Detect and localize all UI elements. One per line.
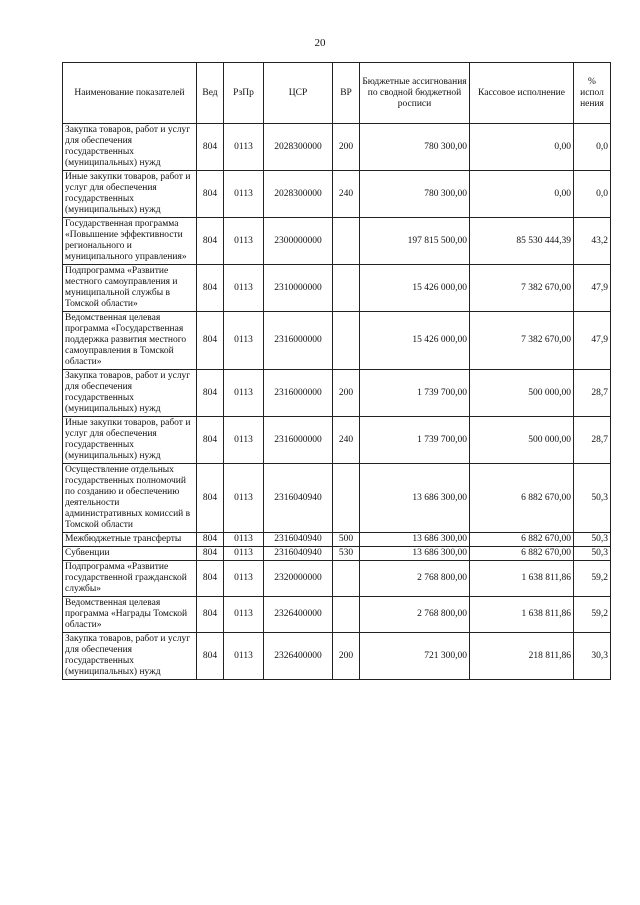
row-cash: 500 000,00 [470, 370, 574, 417]
header-vr: ВР [333, 63, 360, 124]
row-budget: 780 300,00 [360, 124, 470, 171]
table-row [63, 464, 611, 533]
row-csr: 2316040940 [264, 533, 333, 547]
row-csr: 2326400000 [264, 597, 333, 633]
row-csr: 2320000000 [264, 561, 333, 597]
header-pct: % испол нения [574, 63, 611, 124]
row-rzpr: 0113 [224, 370, 264, 417]
table-row [63, 124, 611, 171]
row-ved: 804 [197, 464, 224, 533]
row-pct: 50,3 [574, 533, 611, 547]
row-vr: 500 [333, 533, 360, 547]
row-pct: 47,9 [574, 265, 611, 312]
row-cash: 6 882 670,00 [470, 533, 574, 547]
row-ved: 804 [197, 171, 224, 218]
row-pct: 59,2 [574, 561, 611, 597]
row-rzpr: 0113 [224, 597, 264, 633]
row-csr: 2326400000 [264, 633, 333, 680]
row-budget: 2 768 800,00 [360, 561, 470, 597]
header-cash: Кассовое исполнение [470, 63, 574, 124]
row-rzpr: 0113 [224, 417, 264, 464]
row-vr: 200 [333, 370, 360, 417]
row-cash: 6 882 670,00 [470, 464, 574, 533]
row-cash: 7 382 670,00 [470, 312, 574, 370]
row-budget: 13 686 300,00 [360, 464, 470, 533]
row-pct: 50,3 [574, 464, 611, 533]
table-row [63, 597, 611, 633]
row-ved: 804 [197, 561, 224, 597]
table-row [63, 633, 611, 680]
row-vr [333, 597, 360, 633]
row-name: Закупка товаров, работ и услуг для обеспечения государственных (муниципальных) нужд [63, 370, 197, 417]
row-cash: 1 638 811,86 [470, 597, 574, 633]
row-csr: 2316040940 [264, 464, 333, 533]
row-vr [333, 464, 360, 533]
row-cash: 85 530 444,39 [470, 218, 574, 265]
table-row [63, 171, 611, 218]
row-vr [333, 265, 360, 312]
row-budget: 1 739 700,00 [360, 370, 470, 417]
table-row [63, 561, 611, 597]
table-row [63, 312, 611, 370]
row-ved: 804 [197, 218, 224, 265]
row-rzpr: 0113 [224, 218, 264, 265]
row-csr: 2316040940 [264, 547, 333, 561]
table-row [63, 370, 611, 417]
row-csr: 2300000000 [264, 218, 333, 265]
row-rzpr: 0113 [224, 464, 264, 533]
row-csr: 2316000000 [264, 417, 333, 464]
row-rzpr: 0113 [224, 533, 264, 547]
row-cash: 500 000,00 [470, 417, 574, 464]
row-cash: 218 811,86 [470, 633, 574, 680]
row-name: Подпрограмма «Развитие государственной гражданской службы» [63, 561, 197, 597]
page-number: 20 [314, 37, 326, 49]
header-ved: Вед [197, 63, 224, 124]
row-name: Субвенции [63, 547, 197, 561]
row-ved: 804 [197, 633, 224, 680]
row-name: Иные закупки товаров, работ и услуг для обеспечения государственных (муниципальных) нужд [63, 171, 197, 218]
row-rzpr: 0113 [224, 561, 264, 597]
row-rzpr: 0113 [224, 171, 264, 218]
row-budget: 13 686 300,00 [360, 547, 470, 561]
row-budget: 197 815 500,00 [360, 218, 470, 265]
row-budget: 721 300,00 [360, 633, 470, 680]
row-ved: 804 [197, 370, 224, 417]
row-csr: 2310000000 [264, 265, 333, 312]
row-rzpr: 0113 [224, 312, 264, 370]
row-vr: 240 [333, 171, 360, 218]
row-ved: 804 [197, 547, 224, 561]
row-vr [333, 218, 360, 265]
row-name: Осуществление отдельных государственных полномочий по созданию и обеспечению деятельности административных комиссий в Томской области [63, 464, 197, 533]
row-pct: 59,2 [574, 597, 611, 633]
row-budget: 13 686 300,00 [360, 533, 470, 547]
row-vr: 240 [333, 417, 360, 464]
row-name: Подпрограмма «Развитие местного самоуправления и муниципальной службы в Томской области» [63, 265, 197, 312]
budget-execution-table [62, 62, 611, 680]
table-row [63, 547, 611, 561]
row-vr: 530 [333, 547, 360, 561]
row-vr [333, 312, 360, 370]
table-row [63, 265, 611, 312]
row-budget: 1 739 700,00 [360, 417, 470, 464]
row-pct: 28,7 [574, 370, 611, 417]
row-cash: 1 638 811,86 [470, 561, 574, 597]
row-pct: 47,9 [574, 312, 611, 370]
row-rzpr: 0113 [224, 124, 264, 171]
row-pct: 50,3 [574, 547, 611, 561]
row-cash: 6 882 670,00 [470, 547, 574, 561]
row-name: Межбюджетные трансферты [63, 533, 197, 547]
row-vr: 200 [333, 633, 360, 680]
row-ved: 804 [197, 265, 224, 312]
row-rzpr: 0113 [224, 633, 264, 680]
row-name: Ведомственная целевая программа «Государственная поддержка развития местного самоуправления в Томской области» [63, 312, 197, 370]
row-pct: 30,3 [574, 633, 611, 680]
row-csr: 2028300000 [264, 171, 333, 218]
row-pct: 43,2 [574, 218, 611, 265]
row-name: Государственная программа «Повышение эффективности регионального и муниципального управления» [63, 218, 197, 265]
header-name: Наименование показателей [63, 63, 197, 124]
table-row [63, 533, 611, 547]
row-name: Иные закупки товаров, работ и услуг для обеспечения государственных (муниципальных) нужд [63, 417, 197, 464]
row-name: Закупка товаров, работ и услуг для обеспечения государственных (муниципальных) нужд [63, 124, 197, 171]
row-ved: 804 [197, 124, 224, 171]
row-budget: 15 426 000,00 [360, 265, 470, 312]
row-cash: 7 382 670,00 [470, 265, 574, 312]
row-ved: 804 [197, 417, 224, 464]
row-pct: 0,0 [574, 171, 611, 218]
row-ved: 804 [197, 597, 224, 633]
row-pct: 28,7 [574, 417, 611, 464]
header-rzpr: РзПр [224, 63, 264, 124]
row-budget: 780 300,00 [360, 171, 470, 218]
row-name: Ведомственная целевая программа «Награды Томской области» [63, 597, 197, 633]
row-csr: 2316000000 [264, 312, 333, 370]
header-budget: Бюджетные ассигнования по сводной бюджетной росписи [360, 63, 470, 124]
header-csr: ЦСР [264, 63, 333, 124]
row-cash: 0,00 [470, 124, 574, 171]
row-name: Закупка товаров, работ и услуг для обеспечения государственных (муниципальных) нужд [63, 633, 197, 680]
row-budget: 15 426 000,00 [360, 312, 470, 370]
row-pct: 0,0 [574, 124, 611, 171]
row-csr: 2028300000 [264, 124, 333, 171]
table-header-row [63, 63, 611, 124]
table-row [63, 417, 611, 464]
table-row [63, 218, 611, 265]
row-ved: 804 [197, 312, 224, 370]
row-rzpr: 0113 [224, 265, 264, 312]
row-cash: 0,00 [470, 171, 574, 218]
row-csr: 2316000000 [264, 370, 333, 417]
row-vr: 200 [333, 124, 360, 171]
row-rzpr: 0113 [224, 547, 264, 561]
row-budget: 2 768 800,00 [360, 597, 470, 633]
row-vr [333, 561, 360, 597]
row-ved: 804 [197, 533, 224, 547]
